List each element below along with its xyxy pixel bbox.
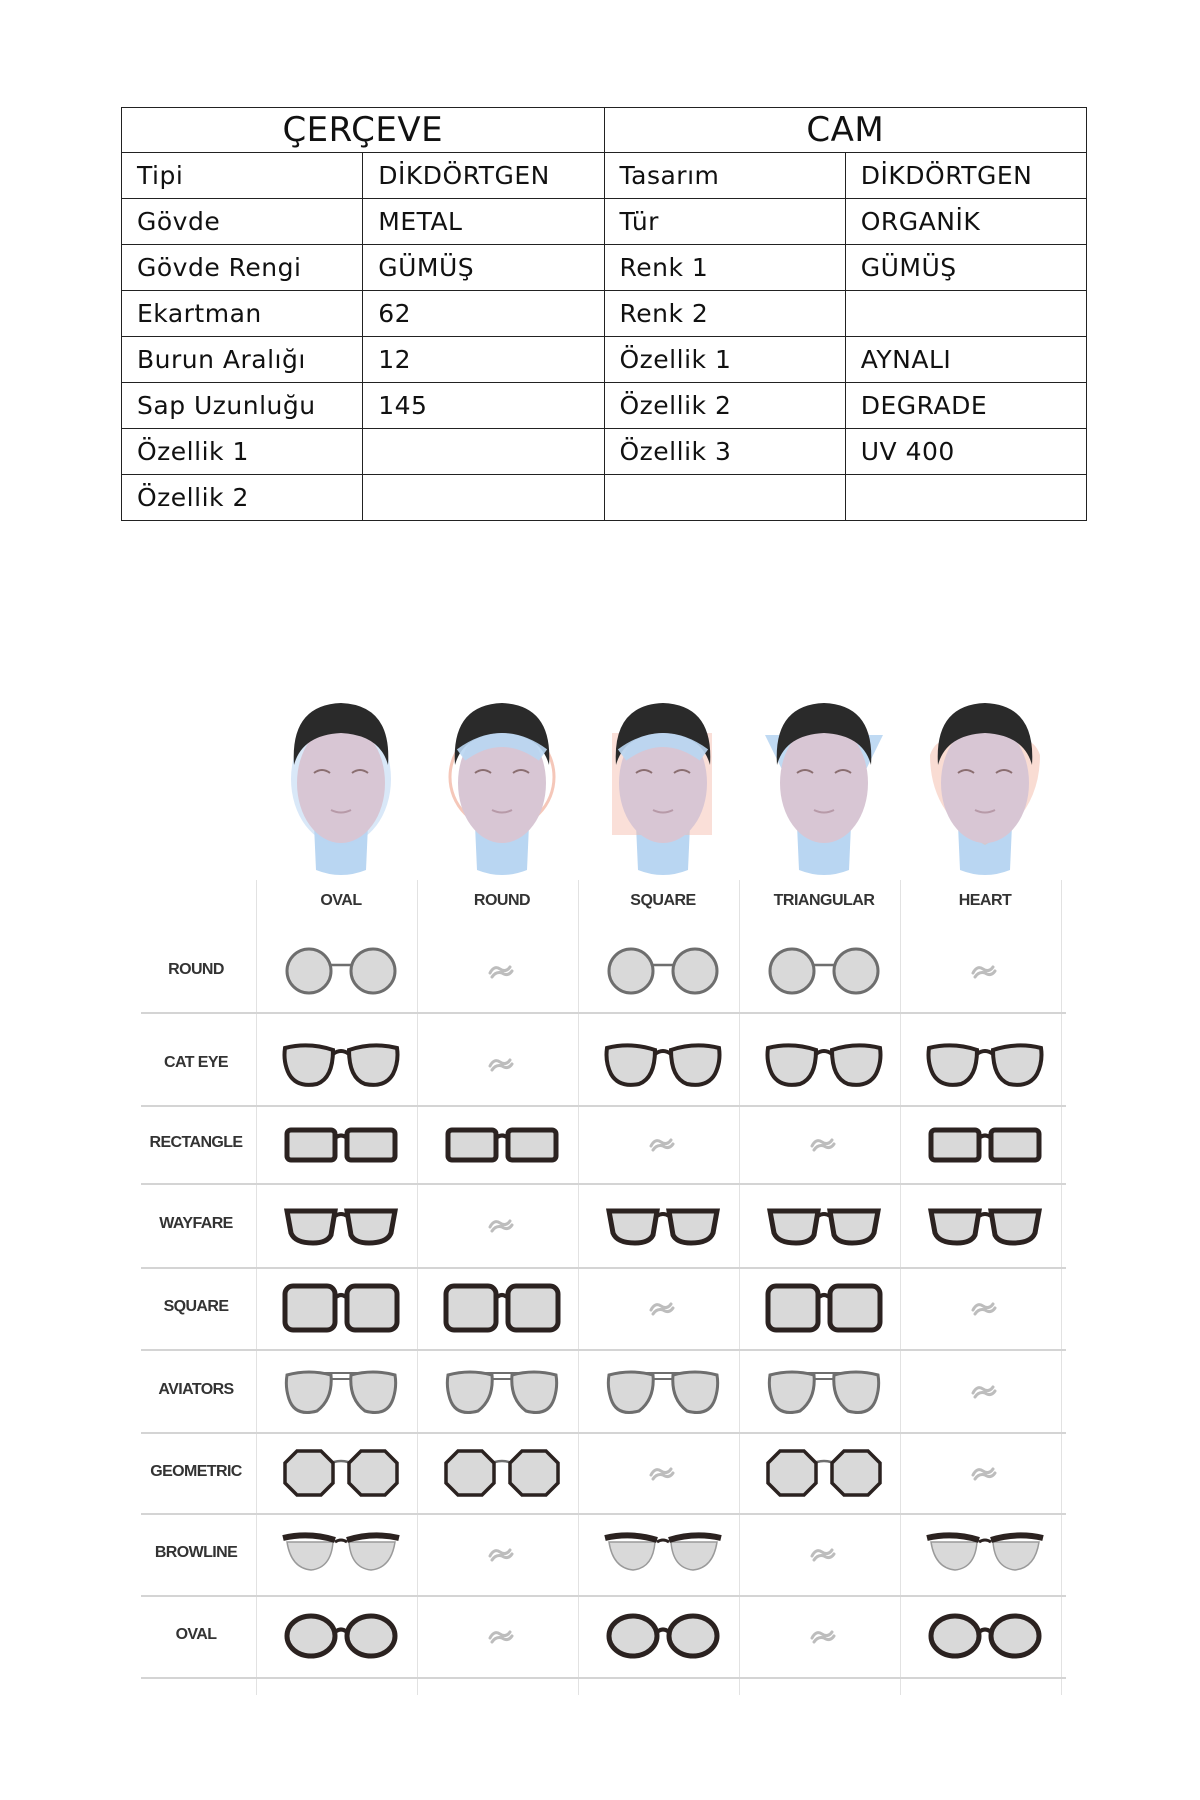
frame-value-cell — [363, 475, 604, 521]
not-recommended-icon — [744, 1600, 904, 1672]
not-recommended-icon — [744, 1108, 904, 1180]
frame-value-cell — [363, 429, 604, 475]
wayfare-glasses-icon — [905, 1189, 1065, 1261]
cateye-glasses-icon — [583, 1028, 743, 1100]
face-square-illustration — [598, 695, 728, 885]
not-recommended-icon — [422, 1600, 582, 1672]
wayfare-glasses-icon — [261, 1189, 421, 1261]
row-divider — [141, 1105, 1066, 1107]
spec-table — [121, 107, 1087, 521]
face-oval-illustration — [276, 695, 406, 885]
browline-glasses-icon — [583, 1518, 743, 1590]
square-glasses-icon — [744, 1272, 904, 1344]
spec-row — [122, 245, 1087, 291]
frame-value-cell: DİKDÖRTGEN — [363, 153, 604, 199]
lens-value-cell: DİKDÖRTGEN — [845, 153, 1086, 199]
face-shape-label: OVAL — [320, 892, 362, 909]
lens-value-cell: DEGRADE — [845, 383, 1086, 429]
face-triangular-illustration — [759, 695, 889, 885]
geometric-glasses-icon — [422, 1437, 582, 1509]
frame-value-cell: 145 — [363, 383, 604, 429]
not-recommended-icon — [905, 935, 1065, 1007]
browline-glasses-icon — [905, 1518, 1065, 1590]
face-shape-frame-chart — [141, 695, 1066, 1705]
geometric-glasses-icon — [744, 1437, 904, 1509]
lens-label-cell: Özellik 3 — [604, 429, 845, 475]
lens-label-cell: Özellik 1 — [604, 337, 845, 383]
oval-glasses-icon — [583, 1600, 743, 1672]
cateye-glasses-icon — [905, 1028, 1065, 1100]
frame-label-cell: Gövde — [122, 199, 363, 245]
frame-style-label: AVIATORS — [158, 1380, 234, 1398]
row-divider — [141, 1432, 1066, 1434]
not-recommended-icon — [583, 1272, 743, 1344]
not-recommended-icon — [583, 1437, 743, 1509]
spec-row — [122, 337, 1087, 383]
frame-value-cell: 12 — [363, 337, 604, 383]
spec-header-row — [122, 108, 1087, 153]
lens-label-cell: Renk 1 — [604, 245, 845, 291]
frame-header: ÇERÇEVE — [122, 108, 605, 153]
not-recommended-icon — [583, 1108, 743, 1180]
row-divider — [141, 1513, 1066, 1515]
cateye-glasses-icon — [261, 1028, 421, 1100]
spec-row — [122, 199, 1087, 245]
lens-label-cell: Tür — [604, 199, 845, 245]
frame-label-cell: Özellik 2 — [122, 475, 363, 521]
frame-value-cell: GÜMÜŞ — [363, 245, 604, 291]
frame-label-cell: Tipi — [122, 153, 363, 199]
lens-label-cell: Özellik 2 — [604, 383, 845, 429]
row-divider — [141, 1267, 1066, 1269]
rectangle-glasses-icon — [905, 1108, 1065, 1180]
frame-label-cell: Burun Aralığı — [122, 337, 363, 383]
face-shape-label: HEART — [958, 892, 1012, 909]
round-glasses-icon — [261, 935, 421, 1007]
column-divider — [256, 880, 257, 1695]
frame-style-label: GEOMETRIC — [150, 1462, 242, 1480]
lens-value-cell: ORGANİK — [845, 199, 1086, 245]
frame-style-label: CAT EYE — [164, 1053, 228, 1071]
row-divider — [141, 1349, 1066, 1351]
frame-value-cell: METAL — [363, 199, 604, 245]
wayfare-glasses-icon — [744, 1189, 904, 1261]
rectangle-glasses-icon — [422, 1108, 582, 1180]
spec-row — [122, 153, 1087, 199]
square-glasses-icon — [422, 1272, 582, 1344]
face-shape-label: SQUARE — [630, 892, 696, 909]
square-glasses-icon — [261, 1272, 421, 1344]
lens-value-cell: UV 400 — [845, 429, 1086, 475]
frame-style-label: ROUND — [168, 961, 224, 978]
spec-row — [122, 383, 1087, 429]
frame-style-label: RECTANGLE — [149, 1134, 243, 1151]
aviators-glasses-icon — [422, 1355, 582, 1427]
frame-label-cell: Sap Uzunluğu — [122, 383, 363, 429]
aviators-glasses-icon — [744, 1355, 904, 1427]
rectangle-glasses-icon — [261, 1108, 421, 1180]
lens-value-cell — [845, 475, 1086, 521]
lens-value-cell — [845, 291, 1086, 337]
spec-row — [122, 291, 1087, 337]
frame-value-cell: 62 — [363, 291, 604, 337]
lens-value-cell: GÜMÜŞ — [845, 245, 1086, 291]
oval-glasses-icon — [905, 1600, 1065, 1672]
frame-style-label: BROWLINE — [154, 1544, 238, 1561]
not-recommended-icon — [905, 1437, 1065, 1509]
not-recommended-icon — [905, 1355, 1065, 1427]
not-recommended-icon — [422, 935, 582, 1007]
not-recommended-icon — [422, 1518, 582, 1590]
not-recommended-icon — [422, 1028, 582, 1100]
oval-glasses-icon — [261, 1600, 421, 1672]
wayfare-glasses-icon — [583, 1189, 743, 1261]
face-heart-illustration — [920, 695, 1050, 885]
aviators-glasses-icon — [583, 1355, 743, 1427]
frame-style-label: WAYFARE — [159, 1215, 233, 1232]
frame-style-label: SQUARE — [163, 1298, 229, 1315]
round-glasses-icon — [583, 935, 743, 1007]
not-recommended-icon — [422, 1189, 582, 1261]
row-divider — [141, 1183, 1066, 1185]
frame-label-cell: Gövde Rengi — [122, 245, 363, 291]
row-divider — [141, 1595, 1066, 1597]
frame-label-cell: Ekartman — [122, 291, 363, 337]
lens-label-cell — [604, 475, 845, 521]
lens-value-cell: AYNALI — [845, 337, 1086, 383]
lens-label-cell: Tasarım — [604, 153, 845, 199]
row-divider — [141, 1012, 1066, 1014]
spec-row — [122, 429, 1087, 475]
geometric-glasses-icon — [261, 1437, 421, 1509]
not-recommended-icon — [905, 1272, 1065, 1344]
face-round-illustration — [437, 695, 567, 885]
aviators-glasses-icon — [261, 1355, 421, 1427]
face-shape-label: TRIANGULAR — [773, 892, 875, 909]
cateye-glasses-icon — [744, 1028, 904, 1100]
frame-style-label: OVAL — [175, 1626, 217, 1643]
round-glasses-icon — [744, 935, 904, 1007]
frame-label-cell: Özellik 1 — [122, 429, 363, 475]
face-shape-label: ROUND — [473, 892, 531, 909]
browline-glasses-icon — [261, 1518, 421, 1590]
not-recommended-icon — [744, 1518, 904, 1590]
lens-header: CAM — [604, 108, 1087, 153]
lens-label-cell: Renk 2 — [604, 291, 845, 337]
row-divider — [141, 1677, 1066, 1679]
spec-row — [122, 475, 1087, 521]
